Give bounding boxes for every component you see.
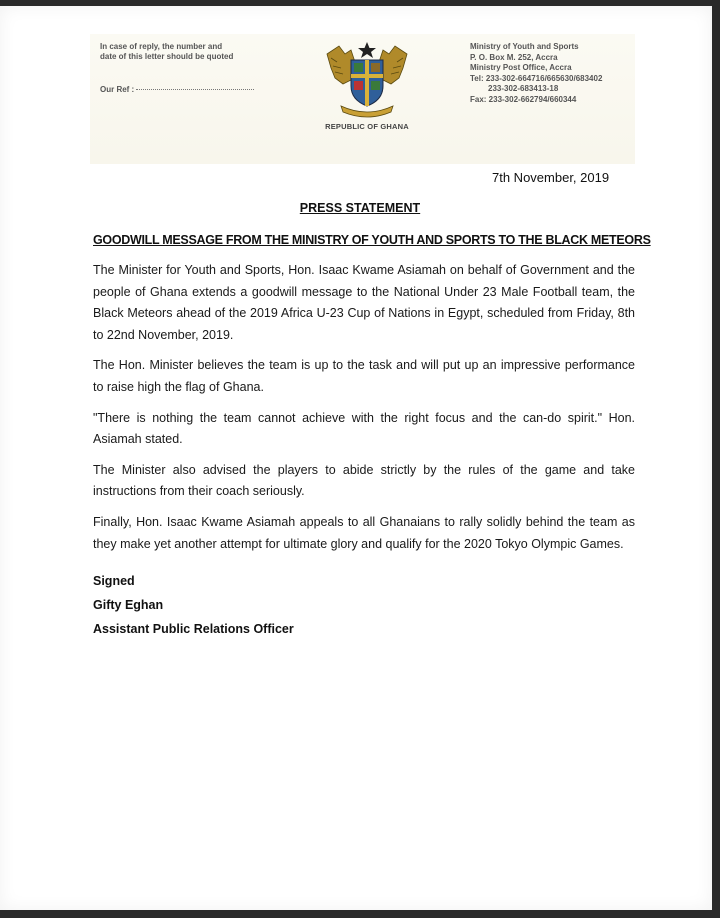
address-po-box: P. O. Box M. 252, Accra — [470, 52, 558, 62]
reply-note-line-2: date of this letter should be quoted — [100, 52, 234, 61]
signature-block — [93, 569, 393, 641]
crest-caption: REPUBLIC OF GHANA — [325, 122, 409, 131]
address-ministry: Ministry of Youth and Sports — [470, 42, 579, 51]
press-statement-heading — [0, 201, 720, 215]
paragraph: Finally, Hon. Isaac Kwame Asiamah appeals to all Ghanaians to rally solidly behind the team as they make yet another attempt for ultimate glory and qualify for the 2020 Tokyo Olympic Games. — [93, 514, 635, 551]
photo-border-top — [0, 0, 720, 6]
reply-note-line-1: In case of reply, the number and — [100, 42, 223, 51]
address-tel-2: 233-302-683413-18 — [488, 84, 559, 93]
address-post-office: Ministry Post Office, Accra — [470, 63, 572, 72]
our-ref-label: Our Ref : — [100, 85, 135, 94]
address-fax: Fax: 233-302-662794/660344 — [470, 94, 577, 104]
press-statement-text: PRESS STATEMENT — [299, 201, 421, 215]
photo-border-right — [712, 0, 720, 918]
paragraph: The Minister for Youth and Sports, Hon. Isaac Kwame Asiamah on behalf of Government and the people of Ghana extends a goodwill message to the National Under 23 Male Football team, the Black Meteors ahead of the 2019 Africa U-23 Cup of Nations in Egypt, scheduled from Friday, 8th to 22nd November, 2019. — [93, 263, 635, 342]
ministry-address — [470, 42, 635, 105]
headline-text: GOODWILL MESSAGE FROM THE MINISTRY OF YOUTH AND SPORTS TO THE BLACK METEORS — [93, 233, 651, 247]
signatory-title: Assistant Public Relations Officer — [93, 622, 294, 636]
paragraph: The Minister also advised the players to abide strictly by the rules of the game and take instructions from their coach seriously. — [93, 462, 635, 499]
headline — [93, 233, 653, 247]
statement-body — [93, 260, 635, 564]
document-date: 7th November, 2019 — [492, 170, 610, 185]
paragraph: The Hon. Minister believes the team is up to the task and will put up an impressive performance to raise high the flag of Ghana. — [93, 358, 635, 394]
paragraph: "There is nothing the team cannot achieve with the right focus and the can-do spirit." Hon. Asiamah stated. — [93, 410, 635, 447]
reply-note — [100, 42, 270, 95]
signed-label: Signed — [93, 574, 135, 588]
address-tel: Tel: 233-302-664716/665630/683402 — [470, 73, 603, 83]
our-ref-blank — [136, 89, 254, 90]
signatory-name: Gifty Eghan — [93, 598, 164, 612]
ghana-coat-of-arms-icon — [321, 40, 413, 120]
photo-border-bottom — [0, 910, 720, 918]
our-ref — [100, 85, 270, 95]
